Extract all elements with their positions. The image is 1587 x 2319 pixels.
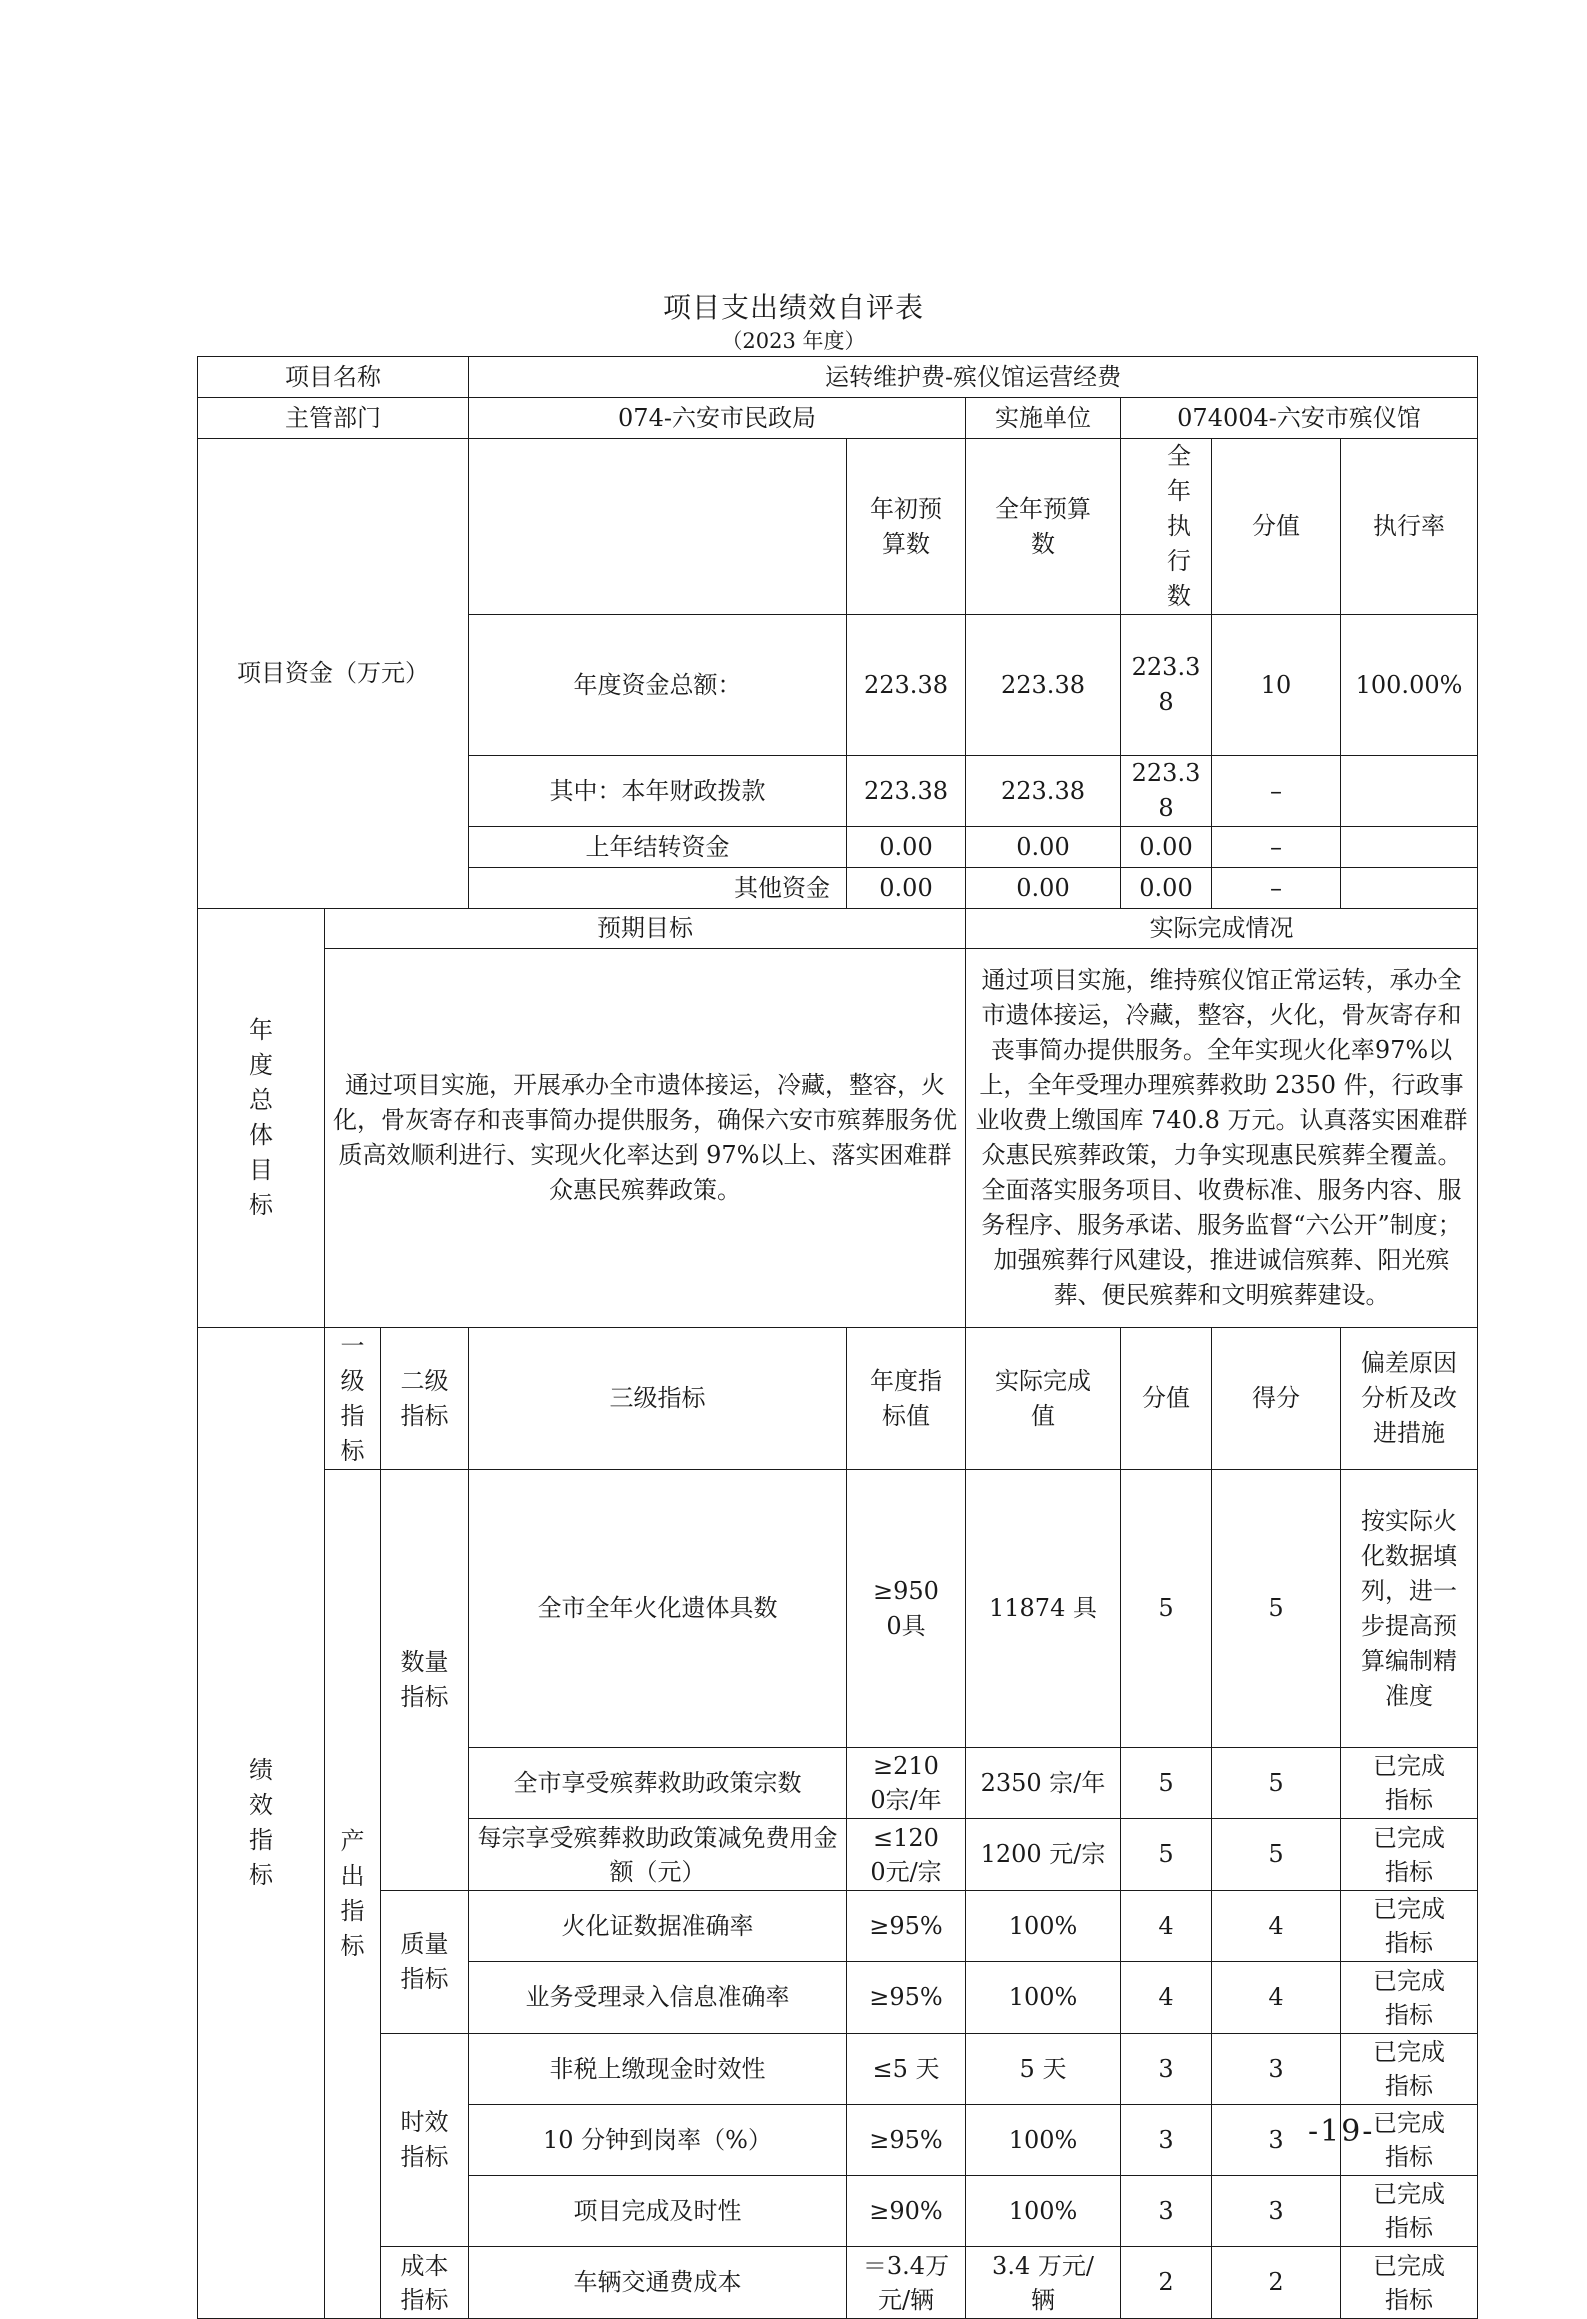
indicator-actual: 11874 具 [966,1470,1121,1748]
actual-result-header: 实际完成情况 [966,909,1478,949]
funds-header-annual: 全年预算数 [966,439,1121,615]
score-header: 得分 [1212,1328,1341,1470]
unit-label: 实施单位 [966,398,1121,439]
indicator-name: 项目完成及时性 [469,2176,847,2247]
indicator-score: 3 [1212,2176,1341,2247]
funds-header-rate: 执行率 [1341,439,1478,615]
funds-header-blank [469,439,847,615]
evaluation-table [197,356,1478,2319]
indicator-score: 2 [1212,2247,1341,2319]
indicator-score-value: 5 [1121,1748,1212,1819]
funds-score-value: 10 [1212,615,1341,756]
indicator-actual: 3.4 万元/辆 [966,2247,1121,2319]
indicator-target: ≤5 天 [847,2034,966,2105]
indicator-score-value: 3 [1121,2034,1212,2105]
project-name: 运转维护费-殡仪馆运营经费 [469,357,1478,398]
indicator-score: 4 [1212,1962,1341,2034]
indicator-score-value: 4 [1121,1962,1212,2034]
indicator-analysis: 已完成指标 [1341,1962,1478,2034]
funds-initial: 0.00 [847,827,966,868]
funds-annual: 223.38 [966,756,1121,827]
indicator-target: ≥9500具 [847,1470,966,1748]
funds-annual: 0.00 [966,868,1121,909]
indicator-row [198,2034,1478,2105]
score-value-header: 分值 [1121,1328,1212,1470]
funds-row-label: 上年结转资金 [469,827,847,868]
level3-header: 三级指标 [469,1328,847,1470]
funds-label: 项目资金（万元） [198,439,469,909]
target-header: 年度指标值 [847,1328,966,1470]
document-year: （2023 年度） [721,329,866,353]
department-row [198,398,1478,439]
funds-annual: 223.38 [966,615,1121,756]
project-name-label: 项目名称 [198,357,469,398]
funds-executed: 223.38 [1121,615,1212,756]
indicator-score: 5 [1212,1748,1341,1819]
level1-output: 产出指标 [325,1470,381,2319]
indicator-analysis: 已完成指标 [1341,1748,1478,1819]
page-number: -19- [1308,2114,1375,2149]
unit-name: 074004-六安市殡仪馆 [1121,398,1478,439]
document-title: 项目支出绩效自评表 [662,291,924,324]
indicator-analysis: 已完成指标 [1341,1819,1478,1891]
indicator-target: ＝3.4万元/辆 [847,2247,966,2319]
funds-header-executed: 全年执行数 [1121,439,1212,615]
funds-initial: 223.38 [847,756,966,827]
indicator-target: ≥2100宗/年 [847,1748,966,1819]
indicator-actual: 100% [966,1962,1121,2034]
funds-rate [1341,868,1478,909]
funds-executed: 223.38 [1121,756,1212,827]
funds-rate [1341,827,1478,868]
indicator-score-value: 5 [1121,1819,1212,1891]
indicator-score-value: 3 [1121,2176,1212,2247]
level1-header: 一级指标 [325,1328,381,1470]
goals-header-row [198,909,1478,949]
expected-goal-text: 通过项目实施，开展承办全市遗体接运，冷藏，整容，火化，骨灰寄存和丧事简办提供服务，确保六安市殡葬服务优质高效顺利进行、实现火化率达到 97%以上、落实困难群众惠民殡葬政策。 [325,949,966,1328]
funds-score-value: – [1212,868,1341,909]
group-quantity: 数量指标 [381,1470,469,1891]
funds-rate [1341,756,1478,827]
indicator-actual: 100% [966,1891,1121,1962]
indicator-target: ≥90% [847,2176,966,2247]
indicators-header-row [198,1328,1478,1470]
indicator-target: ≥95% [847,1891,966,1962]
indicator-row [198,2247,1478,2319]
funds-row-label: 其中：本年财政拨款 [469,756,847,827]
project-name-row [198,357,1478,398]
funds-row-label: 其他资金 [469,868,847,909]
indicator-analysis: 已完成指标 [1341,2034,1478,2105]
group-quality: 质量指标 [381,1891,469,2034]
indicator-name: 全市全年火化遗体具数 [469,1470,847,1748]
indicator-name: 火化证数据准确率 [469,1891,847,1962]
dept-label: 主管部门 [198,398,469,439]
funds-score-value: – [1212,756,1341,827]
funds-executed: 0.00 [1121,827,1212,868]
goals-content-row [198,949,1478,1328]
indicator-score: 3 [1212,2105,1341,2176]
funds-annual: 0.00 [966,827,1121,868]
dept-name: 074-六安市民政局 [469,398,966,439]
funds-executed: 0.00 [1121,868,1212,909]
indicator-row [198,1891,1478,1962]
funds-initial: 223.38 [847,615,966,756]
indicator-name: 非税上缴现金时效性 [469,2034,847,2105]
indicator-analysis: 已完成指标 [1341,2176,1478,2247]
indicator-actual: 100% [966,2176,1121,2247]
actual-result-text: 通过项目实施，维持殡仪馆正常运转，承办全市遗体接运，冷藏，整容，火化，骨灰寄存和丧事简办提供服务。全年实现火化率97%以上，全年受理办理殡葬救助 2350 件，行政事业收费上缴国库 740.8 万元。认真落实困难群众惠民殡葬政策，力争实现惠民殡葬全覆盖。全面落实服务项目、收费标准、服务内容、服务程序、服务承诺、服务监督“六公开”制度；加强殡葬行风建设，推进诚信殡葬、阳光殡葬、便民殡葬和文明殡葬建设。 [966,949,1478,1328]
funds-initial: 0.00 [847,868,966,909]
indicator-actual: 100% [966,2105,1121,2176]
indicator-actual: 5 天 [966,2034,1121,2105]
indicator-score-value: 2 [1121,2247,1212,2319]
indicator-score: 3 [1212,2034,1341,2105]
funds-score-value: – [1212,827,1341,868]
indicator-analysis: 按实际火化数据填列，进一步提高预算编制精准度 [1341,1470,1478,1748]
funds-header-score-value: 分值 [1212,439,1341,615]
goals-label: 年度总体目标 [198,909,325,1328]
indicator-name: 10 分钟到岗率（%） [469,2105,847,2176]
indicator-target: ≥95% [847,1962,966,2034]
expected-goal-header: 预期目标 [325,909,966,949]
funds-header-initial: 年初预算数 [847,439,966,615]
indicator-name: 每宗享受殡葬救助政策减免费用金额（元） [469,1819,847,1891]
indicator-name: 全市享受殡葬救助政策宗数 [469,1748,847,1819]
indicator-target: ≥95% [847,2105,966,2176]
level2-header: 二级指标 [381,1328,469,1470]
funds-header-row [198,439,1478,615]
indicator-analysis: 已完成指标 [1341,2105,1478,2176]
indicator-target: ≤1200元/宗 [847,1819,966,1891]
indicator-actual: 2350 宗/年 [966,1748,1121,1819]
indicator-name: 车辆交通费成本 [469,2247,847,2319]
actual-header: 实际完成值 [966,1328,1121,1470]
group-cost: 成本指标 [381,2247,469,2319]
indicator-actual: 1200 元/宗 [966,1819,1121,1891]
indicator-analysis: 已完成指标 [1341,2247,1478,2319]
indicator-score-value: 5 [1121,1470,1212,1748]
indicator-score-value: 4 [1121,1891,1212,1962]
indicator-score: 5 [1212,1819,1341,1891]
indicator-row [198,1470,1478,1748]
indicators-label: 绩效指标 [198,1328,325,2319]
group-timeliness: 时效指标 [381,2034,469,2247]
indicator-name: 业务受理录入信息准确率 [469,1962,847,2034]
funds-row-label: 年度资金总额： [469,615,847,756]
indicator-score: 5 [1212,1470,1341,1748]
indicator-score: 4 [1212,1891,1341,1962]
analysis-header: 偏差原因分析及改进措施 [1341,1328,1478,1470]
indicator-score-value: 3 [1121,2105,1212,2176]
indicator-analysis: 已完成指标 [1341,1891,1478,1962]
funds-rate: 100.00% [1341,615,1478,756]
